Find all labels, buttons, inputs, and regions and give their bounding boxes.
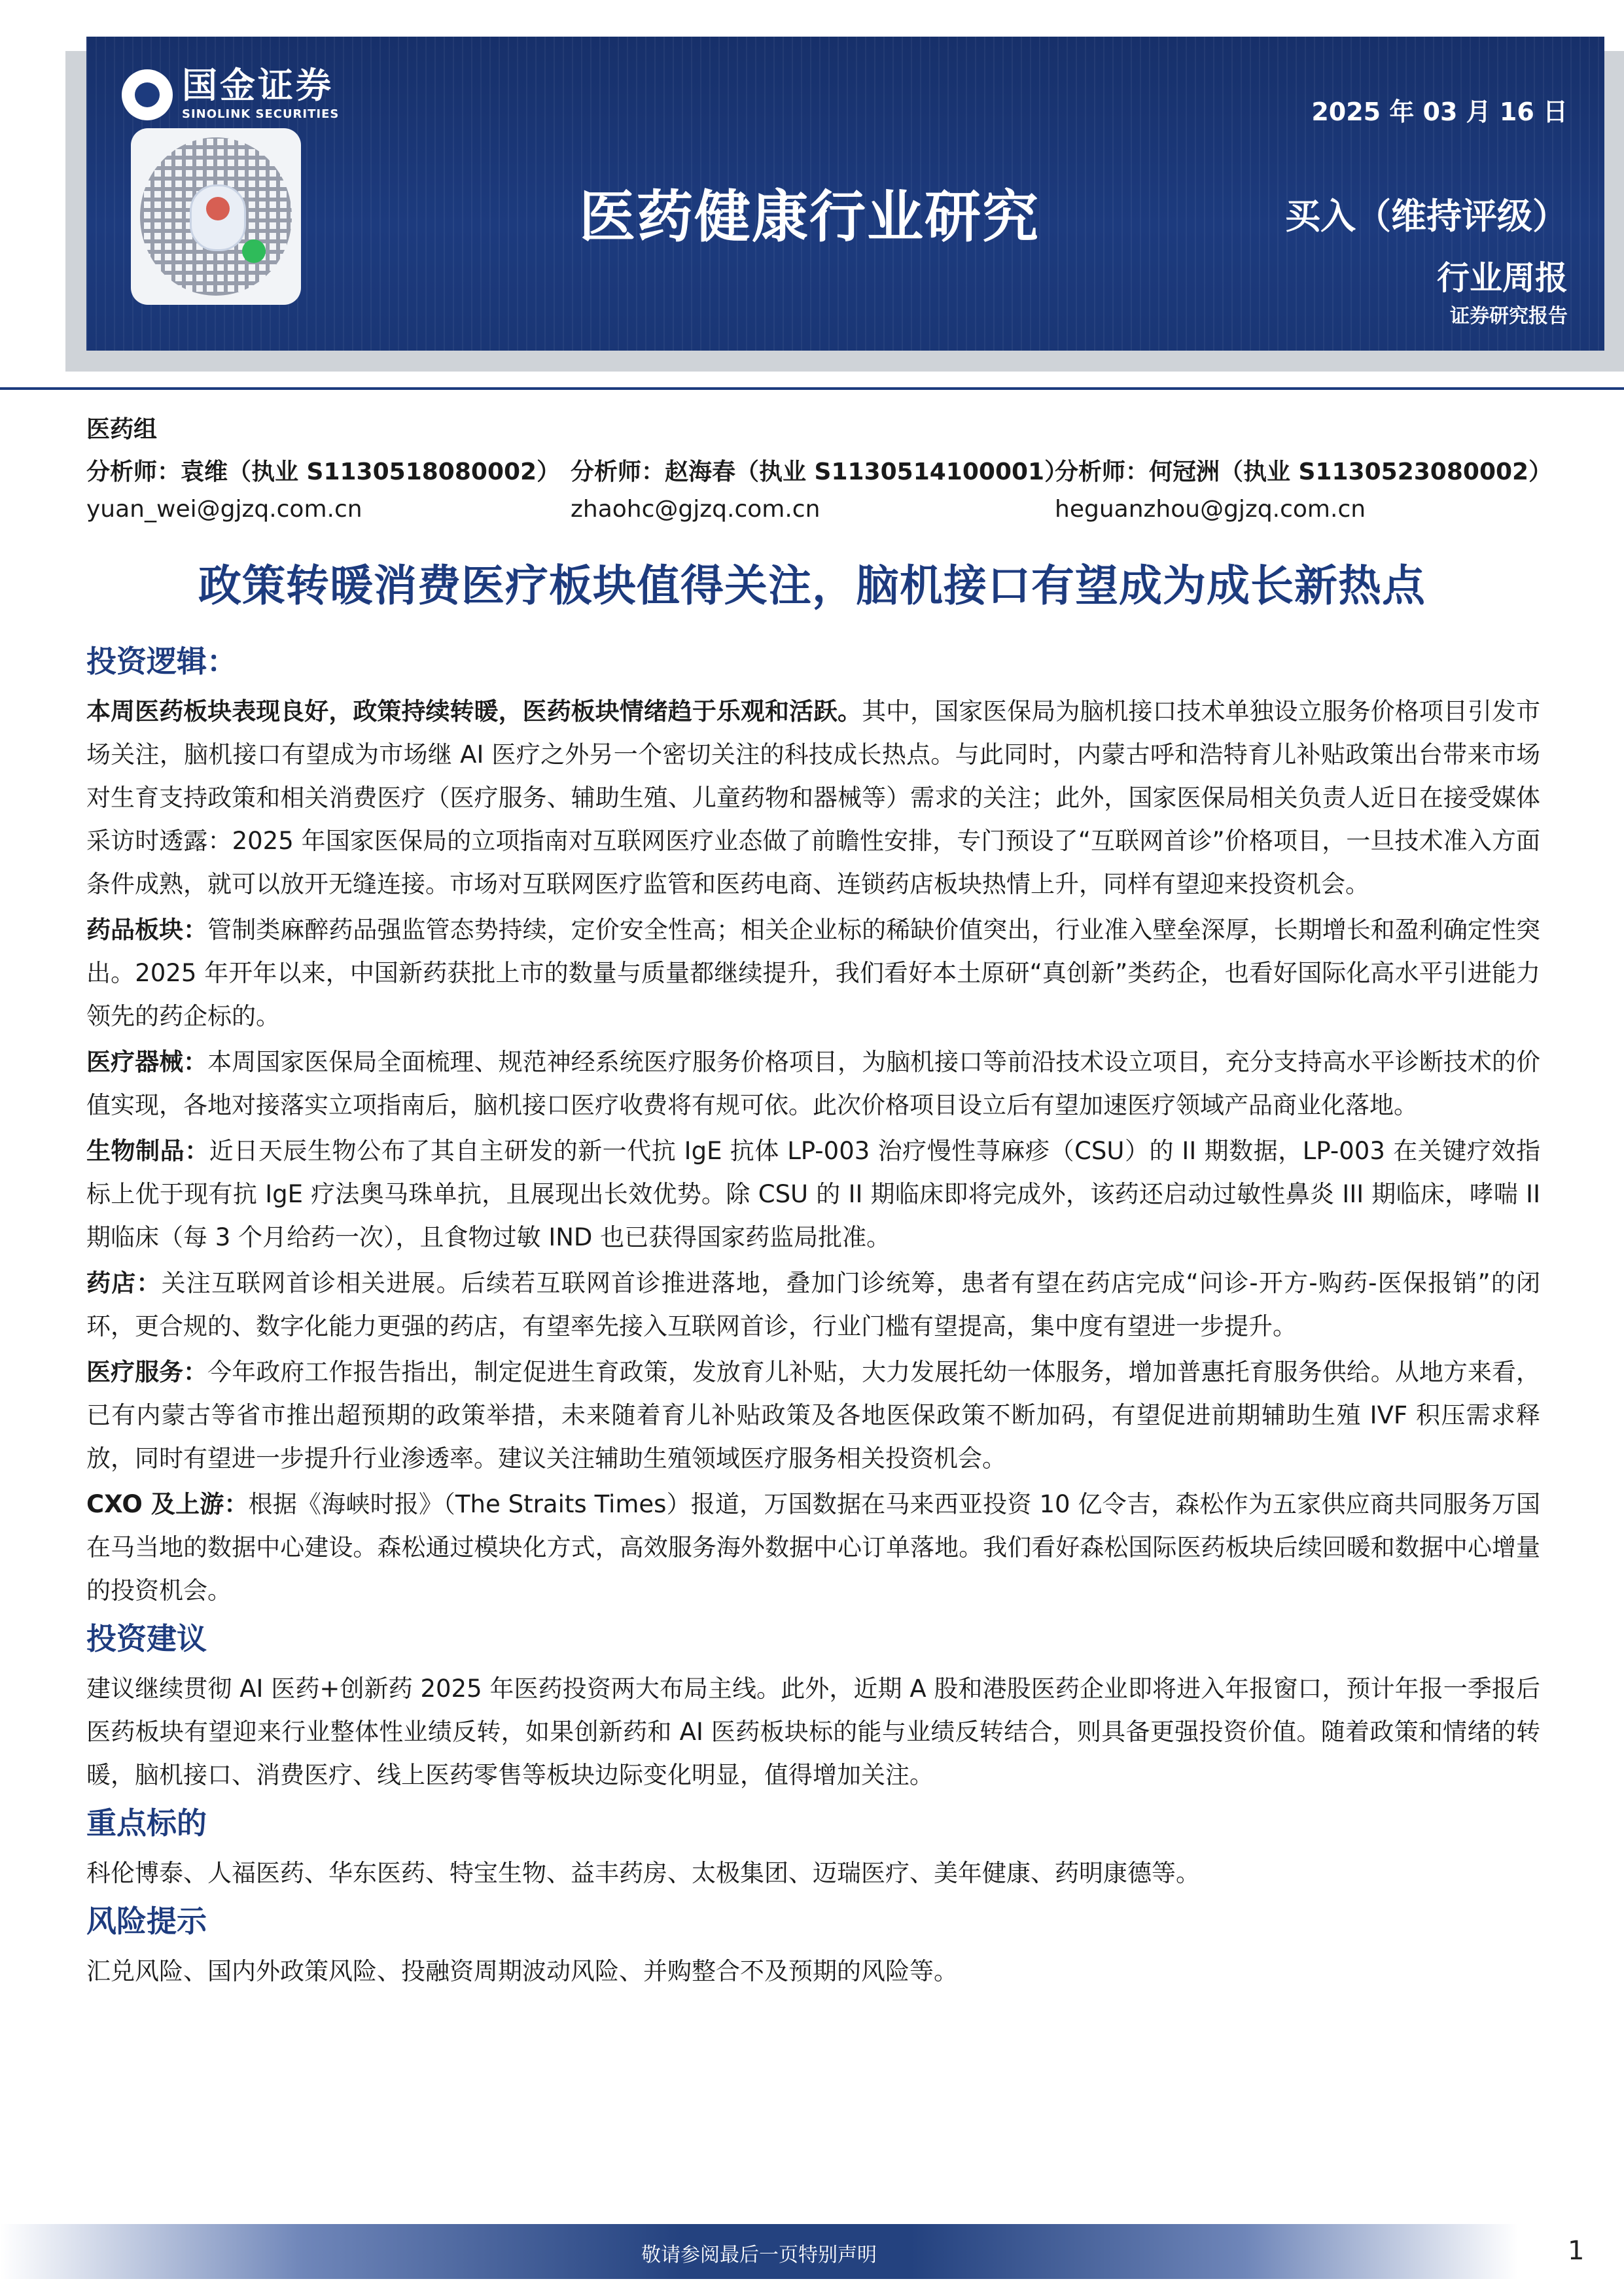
footer-disclaimer-note: 敬请参阅最后一页特别声明 [641, 2244, 877, 2267]
advice-paragraph: 建议继续贯彻 AI 医药+创新药 2025 年医药投资两大布局主线。此外，近期 A 股和港股医药企业即将进入年报窗口，预计年报一季报后医药板块有望迎来行业整体性业绩反转，如果创新药和 AI 医药板块标的能与业绩反转结合，则具备更强投资价值。随着政策和情绪的转暖，脑机接口、消费医疗、线上医药零售等板块边际变化明显，值得增加关注。 [86, 1675, 1540, 1789]
paragraph-lead: 医疗服务： [86, 1358, 208, 1386]
header-divider [0, 387, 1624, 390]
paragraph-lead: 药品板块： [86, 916, 208, 944]
paragraph-lead: 本周医药板块表现良好，政策持续转暖，医药板块情绪趋于乐观和活跃。 [86, 697, 862, 725]
paragraph-text: 近日天辰生物公布了其自主研发的新一代抗 IgE 抗体 LP-003 治疗慢性荨麻疹（CSU）的 II 期数据，LP-003 在关键疗效指标上优于现有抗 IgE 疗法奥马珠单抗，且展现出长效优势。除 CSU 的 II 期临床即将完成外，该药还启动过敏性鼻炎 III 期临床，哮喘 II 期临床（每 3 个月给药一次），且食物过敏 IND 也已获得国家药监局批准。 [86, 1137, 1540, 1251]
section-title-logic: 投资逻辑： [86, 644, 237, 679]
paragraph-text: 今年政府工作报告指出，制定促进生育政策，发放育儿补贴，大力发展托幼一体服务，增加普惠托育服务供给。从地方来看，已有内蒙古等省市推出超预期的政策举措，未来随着育儿补贴政策及各地医保政策不断加码，有望促进前期辅助生殖 IVF 积压需求释放，同时有望进一步提升行业渗透率。建议关注辅助生殖领域医疗服务相关投资机会。 [86, 1358, 1540, 1472]
targets-paragraph: 科伦博泰、人福医药、华东医药、特宝生物、益丰药房、太极集团、迈瑞医疗、美年健康、药明康德等。 [86, 1859, 1200, 1887]
paragraph-text: 关注互联网首诊相关进展。后续若互联网首诊推进落地，叠加门诊统筹，患者有望在药店完成“问诊-开方-购药-医保报销”的闭环，更合规的、数字化能力更强的药店，有望率先接入互联网首诊，行业门槛有望提高，集中度有望进一步提升。 [86, 1269, 1541, 1340]
report-body [86, 638, 1540, 1996]
analyst-name: 分析师：何冠洲（执业 S1130523080002） [1055, 459, 1553, 485]
logic-paragraph [86, 1351, 1540, 1480]
logo-mark-icon [122, 69, 173, 120]
analyst-email[interactable]: zhaohc@gjzq.com.cn [571, 496, 821, 523]
company-logo [122, 65, 340, 121]
section-title-risks: 风险提示 [86, 1904, 207, 1939]
analyst-name: 分析师：赵海春（执业 S1130514100001） [571, 459, 1068, 485]
page-number: 1 [1568, 2236, 1585, 2266]
qr-code-icon [131, 128, 301, 305]
paragraph-text: 其中，国家医保局为脑机接口技术单独设立服务价格项目引发市场关注，脑机接口有望成为市场继 AI 医疗之外另一个密切关注的科技成长热点。与此同时，内蒙古呼和浩特育儿补贴政策出台带来市场对生育支持政策和相关消费医疗（医疗服务、辅助生殖、儿童药物和器械等）需求的关注；此外，国家医保局相关负责人近日在接受媒体采访时透露：2025 年国家医保局的立项指南对互联网医疗业态做了前瞻性安排，专门预设了“互联网首诊”价格项目，一旦技术准入方面条件成熟，就可以放开无缝连接。市场对互联网医疗监管和医药电商、连锁药店板块热情上升，同样有望迎来投资机会。 [86, 697, 1541, 898]
paragraph-lead: CXO 及上游： [86, 1490, 249, 1518]
paragraph-lead: 药店： [86, 1269, 162, 1297]
report-title: 医药健康行业研究 [579, 184, 1040, 250]
research-group: 医药组 [86, 416, 158, 443]
analyst-card [571, 453, 1068, 523]
section-title-advice: 投资建议 [86, 1621, 207, 1656]
logic-paragraph [86, 1130, 1540, 1259]
section-title-targets: 重点标的 [86, 1805, 207, 1841]
risks-paragraph: 汇兑风险、国内外政策风险、投融资周期波动风险、并购整合不及预期的风险等。 [86, 1957, 958, 1985]
report-headline: 政策转暖消费医疗板块值得关注，脑机接口有望成为成长新热点 [198, 561, 1426, 611]
analyst-email[interactable]: heguanzhou@gjzq.com.cn [1055, 496, 1366, 523]
logic-paragraph [86, 909, 1540, 1038]
logic-paragraph [86, 1262, 1540, 1348]
logic-paragraph [86, 1483, 1540, 1612]
report-type: 证券研究报告 [1450, 305, 1568, 328]
analyst-block [86, 411, 1553, 523]
paragraph-text: 根据《海峡时报》（The Straits Times）报道，万国数据在马来西亚投资 10 亿令吉，森松作为五家供应商共同服务万国在马当地的数据中心建设。森松通过模块化方式，高效服务海外数据中心订单落地。我们看好森松国际医药板块后续回暖和数据中心增量的投资机会。 [86, 1490, 1540, 1605]
report-kind: 行业周报 [1437, 259, 1568, 297]
analyst-card [86, 453, 571, 523]
rating-badge: 买入（维持评级） [1285, 196, 1568, 237]
paragraph-lead: 生物制品： [86, 1137, 209, 1165]
analyst-card [1055, 453, 1553, 523]
paragraph-text: 管制类麻醉药品强监管态势持续，定价安全性高；相关企业标的稀缺价值突出，行业准入壁垒深厚，长期增长和盈利确定性突出。2025 年开年以来，中国新药获批上市的数量与质量都继续提升，我们看好本土原研“真创新”类药企，也看好国际化高水平引进能力领先的药企标的。 [86, 916, 1540, 1030]
logic-paragraph [86, 690, 1540, 906]
paragraph-text: 本周国家医保局全面梳理、规范神经系统医疗服务价格项目，为脑机接口等前沿技术设立项目，充分支持高水平诊断技术的价值实现，各地对接落实立项指南后，脑机接口医疗收费将有规可依。此次价格项目设立后有望加速医疗领域产品商业化落地。 [86, 1048, 1540, 1119]
logic-paragraph [86, 1041, 1540, 1127]
paragraph-lead: 医疗器械： [86, 1048, 208, 1076]
logo-name-en: SINOLINK SECURITIES [182, 107, 340, 121]
analyst-email[interactable]: yuan_wei@gjzq.com.cn [86, 496, 362, 523]
logo-name-cn: 国金证券 [182, 65, 334, 106]
page-footer [0, 2224, 1624, 2279]
analyst-name: 分析师：袁维（执业 S1130518080002） [86, 459, 561, 485]
report-date: 2025 年 03 月 16 日 [1311, 97, 1568, 126]
